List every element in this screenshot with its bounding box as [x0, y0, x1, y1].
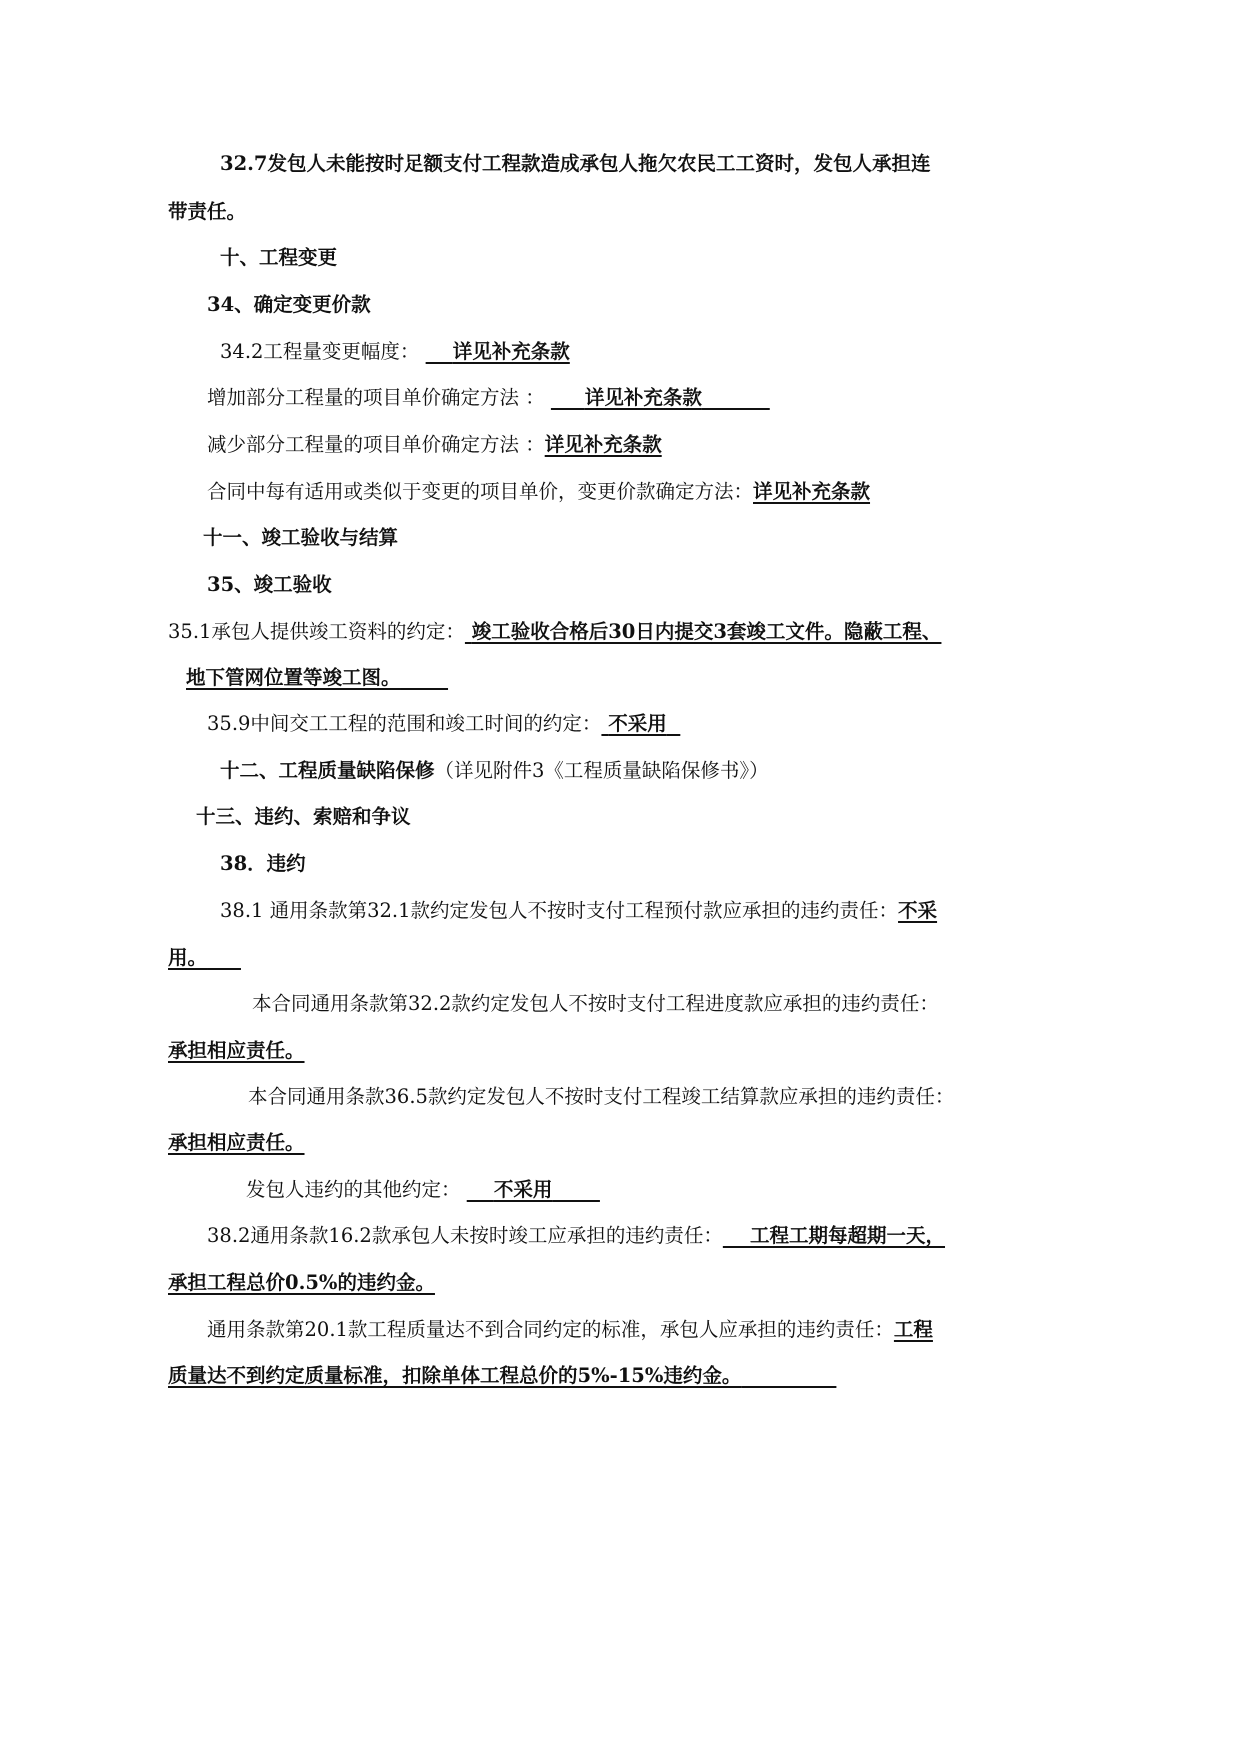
employer-other-breach-value: 不采用	[493, 1178, 553, 1201]
clause-34-2-value: 详见补充条款	[452, 340, 570, 363]
clause-35-9-label: 35.9中间交工工程的范围和竣工时间的约定：	[207, 712, 602, 735]
clause-32-7-line2: 带责任。	[168, 200, 247, 223]
section-heading-12-title: 十二、工程质量缺陷保修	[220, 759, 435, 782]
clause-heading-34: 34、确定变更价款	[207, 293, 371, 316]
clause-38-1-cont	[168, 944, 241, 972]
clause-34-2	[220, 338, 570, 366]
clause-38-2-label: 38.2通用条款16.2款承包人未按时竣工应承担的违约责任：	[207, 1224, 723, 1247]
clause-36-5-liability-cont	[168, 1129, 305, 1157]
clause-heading-38: 38．违约	[220, 852, 306, 875]
clause-32-2-liability-cont	[168, 1037, 305, 1065]
clause-35-1-value: 竣工验收合格后30日内提交3套竣工文件。隐蔽工程、	[471, 620, 942, 643]
clause-20-1-liability	[207, 1316, 933, 1344]
clause-32-2-liability: 本合同通用条款第32.2款约定发包人不按时支付工程进度款应承担的违约责任：	[252, 992, 939, 1015]
clause-38-1-value: 不采	[898, 899, 938, 922]
increase-price-method-label: 增加部分工程量的项目单价确定方法 ：	[207, 386, 545, 409]
clause-20-1-liability-label: 通用条款第20.1款工程质量达不到合同约定的标准，承包人应承担的违约责任：	[207, 1318, 894, 1341]
similar-price-method-label: 合同中每有适用或类似于变更的项目单价，变更价款确定方法：	[207, 480, 754, 503]
clause-35-9	[207, 710, 680, 738]
employer-other-breach	[246, 1176, 600, 1204]
clause-38-2	[207, 1222, 945, 1250]
section-heading-13: 十三、违约、索赔和争议	[196, 805, 411, 828]
clause-38-2-value: 工程工期每超期一天，	[750, 1224, 946, 1247]
clause-38-1	[220, 897, 937, 925]
section-heading-12-note: （详见附件3《工程质量缺陷保修书》）	[434, 759, 769, 782]
clause-20-1-liability-value: 工程	[893, 1318, 933, 1341]
section-heading-10: 十、工程变更	[220, 246, 338, 269]
clause-35-1-cont	[186, 664, 448, 692]
clause-20-1-liability-cont	[168, 1362, 836, 1390]
employer-other-breach-label: 发包人违约的其他约定：	[246, 1178, 461, 1201]
clause-38-1-value-cont: 用。	[168, 946, 208, 969]
clause-36-5-liability: 本合同通用条款36.5款约定发包人不按时支付工程竣工结算款应承担的违约责任：	[248, 1085, 955, 1108]
clause-38-2-value-cont: 承担工程总价0.5%的违约金。	[168, 1271, 435, 1294]
clause-36-5-liability-value: 承担相应责任。	[168, 1131, 305, 1154]
section-heading-12	[220, 757, 769, 785]
increase-price-method-value: 详见补充条款	[584, 386, 702, 409]
clause-35-9-value: 不采用	[608, 712, 667, 735]
clause-35-1-value-cont: 地下管网位置等竣工图。	[186, 666, 401, 689]
decrease-price-method-label: 减少部分工程量的项目单价确定方法 ：	[207, 433, 545, 456]
clause-32-7-line1: 32.7发包人未能按时足额支付工程款造成承包人拖欠农民工工资时，发包人承担连	[220, 152, 931, 175]
decrease-price-method	[207, 431, 662, 459]
clause-38-1-label: 38.1 通用条款第32.1款约定发包人不按时支付工程预付款应承担的违约责任：	[220, 899, 899, 922]
increase-price-method	[207, 384, 770, 412]
decrease-price-method-value: 详见补充条款	[544, 433, 662, 456]
clause-20-1-liability-value-cont: 质量达不到约定质量标准，扣除单体工程总价的5%-15%违约金。	[168, 1364, 742, 1387]
clause-34-2-label: 34.2工程量变更幅度：	[220, 340, 420, 363]
clause-heading-35: 35、竣工验收	[207, 573, 332, 596]
clause-32-2-liability-value: 承担相应责任。	[168, 1039, 305, 1062]
clause-35-1-label: 35.1承包人提供竣工资料的约定：	[168, 620, 465, 643]
section-heading-11: 十一、竣工验收与结算	[203, 526, 399, 549]
similar-price-method	[207, 478, 870, 506]
similar-price-method-value: 详见补充条款	[753, 480, 871, 503]
clause-35-1	[168, 618, 941, 646]
clause-38-2-cont	[168, 1269, 435, 1297]
